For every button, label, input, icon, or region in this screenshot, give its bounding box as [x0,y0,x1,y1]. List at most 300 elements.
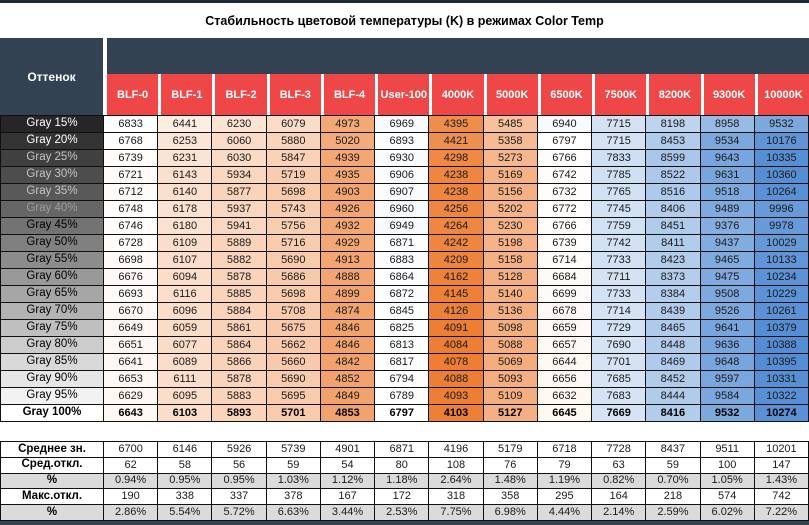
summary-cell: 80 [375,458,429,474]
data-cell: 7759 [592,218,646,235]
data-cell: 5088 [484,337,538,354]
data-cell: 9518 [701,184,755,201]
column-header-user-100: User-100 [378,74,429,115]
data-cell: 4932 [321,218,375,235]
data-cell: 5675 [267,320,321,337]
data-cell: 5109 [484,388,538,405]
data-cell: 9643 [701,150,755,167]
data-cell: 6644 [538,354,592,371]
summary-cell: 5.72% [212,505,266,521]
data-cell: 6656 [538,371,592,388]
data-cell: 10229 [755,286,809,303]
data-cell: 5866 [212,354,266,371]
summary-cell: 742 [755,489,809,505]
row-label: Gray 50% [1,235,104,252]
data-cell: 5847 [267,150,321,167]
data-cell: 5698 [267,286,321,303]
section-gap [0,422,809,441]
row-label: Gray 25% [1,150,104,167]
data-cell: 6797 [375,405,429,422]
data-cell: 6872 [375,286,429,303]
data-cell: 5660 [267,354,321,371]
data-cell: 7785 [592,167,646,184]
data-cell: 4395 [429,116,483,133]
data-cell: 5893 [212,405,266,422]
data-cell: 6676 [104,269,158,286]
data-cell: 6768 [104,133,158,150]
summary-cell: 4196 [429,442,483,458]
data-cell: 9526 [701,303,755,320]
data-cell: 6643 [104,405,158,422]
data-cell: 5716 [267,235,321,252]
data-cell: 4162 [429,269,483,286]
data-cell: 5020 [321,133,375,150]
data-cell: 10388 [755,337,809,354]
row-label: Gray 55% [1,252,104,269]
data-cell: 6060 [212,133,266,150]
summary-cell: 6871 [375,442,429,458]
data-cell: 5202 [484,201,538,218]
header-band [107,38,809,74]
summary-cell: 63 [592,458,646,474]
data-cell: 4846 [321,320,375,337]
data-cell: 9376 [701,218,755,235]
data-cell: 8465 [646,320,700,337]
data-cell: 7742 [592,235,646,252]
summary-cell: 7.75% [429,505,483,521]
row-label: Gray 45% [1,218,104,235]
summary-cell: 100 [701,458,755,474]
row-label: Gray 80% [1,337,104,354]
summary-cell: 6.63% [267,505,321,521]
summary-cell: 295 [538,489,592,505]
row-label: Gray 85% [1,354,104,371]
data-cell: 5358 [484,133,538,150]
corner-header-cell: Оттенок [0,38,103,115]
column-header-10000k: 10000K [758,74,809,115]
row-label: Gray 100% [1,405,104,422]
data-cell: 4091 [429,320,483,337]
column-header-6500k: 6500K [541,74,592,115]
column-header-blf-3: BLF-3 [270,74,321,115]
column-header-8200k: 8200K [649,74,700,115]
data-cell: 6178 [158,201,212,218]
summary-cell: 574 [701,489,755,505]
data-cell: 5093 [484,371,538,388]
column-header-9300k: 9300K [704,74,755,115]
summary-cell: 5926 [212,442,266,458]
data-cell: 9648 [701,354,755,371]
data-cell: 8469 [646,354,700,371]
data-cell: 4842 [321,354,375,371]
data-cell: 6670 [104,303,158,320]
summary-cell: 2.59% [646,505,700,521]
data-cell: 5128 [484,269,538,286]
data-cell: 6797 [538,133,592,150]
data-cell: 6766 [538,150,592,167]
data-cell: 9636 [701,337,755,354]
data-cell: 4126 [429,303,483,320]
row-label: Gray 90% [1,371,104,388]
row-label: Gray 70% [1,303,104,320]
data-cell: 5934 [212,167,266,184]
data-cell: 8451 [646,218,700,235]
data-cell: 9978 [755,218,809,235]
data-cell: 6906 [375,167,429,184]
data-cell: 6817 [375,354,429,371]
data-cell: 6653 [104,371,158,388]
data-cell: 8444 [646,388,700,405]
data-cell: 10264 [755,184,809,201]
summary-cell: 1.12% [321,474,375,490]
row-label: Gray 20% [1,133,104,150]
data-cell: 9534 [701,133,755,150]
data-cell: 10234 [755,269,809,286]
data-cell: 7765 [592,184,646,201]
data-cell: 5885 [212,286,266,303]
data-cell: 6632 [538,388,592,405]
data-cell: 4899 [321,286,375,303]
data-cell: 6684 [538,269,592,286]
summary-cell: 378 [267,489,321,505]
data-cell: 10360 [755,167,809,184]
data-cell: 6140 [158,184,212,201]
data-cell: 5937 [212,201,266,218]
summary-cell: 6.02% [701,505,755,521]
data-cell: 6253 [158,133,212,150]
data-cell: 6030 [212,150,266,167]
row-label: Gray 35% [1,184,104,201]
summary-cell: 6718 [538,442,592,458]
data-cell: 10176 [755,133,809,150]
data-cell: 6441 [158,116,212,133]
data-cell: 6651 [104,337,158,354]
data-cell: 5662 [267,337,321,354]
bottom-strip [0,521,809,525]
data-cell: 5889 [212,235,266,252]
data-cell: 7733 [592,252,646,269]
data-cell: 9475 [701,269,755,286]
row-label: Gray 15% [1,116,104,133]
column-header-4000k: 4000K [432,74,483,115]
data-cell: 6746 [104,218,158,235]
summary-cell: 6700 [104,442,158,458]
data-cell: 6748 [104,201,158,218]
summary-cell: 1.18% [375,474,429,490]
column-header-7500k: 7500K [595,74,646,115]
data-cell: 7729 [592,320,646,337]
data-cell: 6678 [538,303,592,320]
data-cell: 6645 [538,405,592,422]
data-cell: 4853 [321,405,375,422]
data-cell: 9437 [701,235,755,252]
data-cell: 8453 [646,133,700,150]
data-cell: 9465 [701,252,755,269]
data-cell: 5690 [267,371,321,388]
summary-cell: 58 [158,458,212,474]
data-cell: 9489 [701,201,755,218]
summary-cell: 2.14% [592,505,646,521]
data-cell: 4913 [321,252,375,269]
summary-cell: 218 [646,489,700,505]
data-cell: 5169 [484,167,538,184]
data-cell: 7685 [592,371,646,388]
data-cell: 4935 [321,167,375,184]
summary-cell: 0.95% [158,474,212,490]
data-cell: 8373 [646,269,700,286]
summary-cell: 1.05% [701,474,755,490]
summary-cell: 2.86% [104,505,158,521]
summary-cell: 147 [755,458,809,474]
data-cell: 6059 [158,320,212,337]
summary-cell: 4.44% [538,505,592,521]
data-cell: 9532 [701,405,755,422]
summary-cell: 2.53% [375,505,429,521]
summary-cell: 167 [321,489,375,505]
data-cell: 5690 [267,252,321,269]
data-cell: 10335 [755,150,809,167]
data-cell: 6103 [158,405,212,422]
summary-cell: 76 [484,458,538,474]
data-cell: 6871 [375,235,429,252]
data-cell: 4145 [429,286,483,303]
data-cell: 9631 [701,167,755,184]
summary-cell: 164 [592,489,646,505]
data-cell: 6864 [375,269,429,286]
data-cell: 8516 [646,184,700,201]
summary-cell: 10201 [755,442,809,458]
data-cell: 5877 [212,184,266,201]
data-cell: 9996 [755,201,809,218]
data-cell: 6930 [375,150,429,167]
summary-cell: 59 [646,458,700,474]
data-cell: 5882 [212,252,266,269]
data-cell: 4874 [321,303,375,320]
data-cell: 4888 [321,269,375,286]
data-cell: 6766 [538,218,592,235]
column-header-5000k: 5000K [487,74,538,115]
data-cell: 4298 [429,150,483,167]
data-cell: 4103 [429,405,483,422]
data-cell: 5708 [267,303,321,320]
summary-cell: 1.03% [267,474,321,490]
data-cell: 5273 [484,150,538,167]
data-cell: 10331 [755,371,809,388]
data-cell: 7683 [592,388,646,405]
data-cell: 5878 [212,371,266,388]
summary-cell: 3.44% [321,505,375,521]
data-cell: 6230 [212,116,266,133]
summary-cell: 108 [429,458,483,474]
data-cell: 4088 [429,371,483,388]
data-cell: 6079 [267,116,321,133]
data-cell: 8439 [646,303,700,320]
data-cell: 4849 [321,388,375,405]
data-cell: 5158 [484,252,538,269]
row-label: Gray 40% [1,201,104,218]
summary-cell: 56 [212,458,266,474]
data-cell: 5156 [484,184,538,201]
data-cell: 5069 [484,354,538,371]
data-cell: 6949 [375,218,429,235]
summary-cell: 1.19% [538,474,592,490]
column-header-blf-1: BLF-1 [161,74,212,115]
data-cell: 5230 [484,218,538,235]
data-cell: 4238 [429,167,483,184]
data-cell: 6094 [158,269,212,286]
data-cell: 6739 [104,150,158,167]
data-cell: 4238 [429,184,483,201]
summary-label: % [1,505,104,521]
data-cell: 6714 [538,252,592,269]
data-cell: 4929 [321,235,375,252]
data-cell: 8406 [646,201,700,218]
data-cell: 5136 [484,303,538,320]
data-cell: 7715 [592,133,646,150]
title-bar [0,0,809,38]
header-right-region [107,38,809,115]
summary-cell: 5179 [484,442,538,458]
data-cell: 5686 [267,269,321,286]
data-cell: 7733 [592,286,646,303]
data-cell: 6111 [158,371,212,388]
data-cell: 6772 [538,201,592,218]
data-cell: 4973 [321,116,375,133]
summary-label: Макс.откл. [1,489,104,505]
data-cell: 6794 [375,371,429,388]
data-cell: 10379 [755,320,809,337]
data-cell: 7711 [592,269,646,286]
data-cell: 9532 [755,116,809,133]
data-grid [0,115,809,422]
data-cell: 7701 [592,354,646,371]
data-cell: 6096 [158,303,212,320]
data-cell: 4078 [429,354,483,371]
row-label: Gray 60% [1,269,104,286]
data-cell: 6095 [158,388,212,405]
summary-label: % [1,474,104,490]
data-cell: 5127 [484,405,538,422]
data-cell: 7833 [592,150,646,167]
summary-cell: 9511 [701,442,755,458]
summary-cell: 6146 [158,442,212,458]
summary-cell: 8437 [646,442,700,458]
data-cell: 6231 [158,150,212,167]
row-label: Gray 65% [1,286,104,303]
data-cell: 10395 [755,354,809,371]
data-cell: 4903 [321,184,375,201]
data-cell: 6641 [104,354,158,371]
data-cell: 8958 [701,116,755,133]
data-cell: 6907 [375,184,429,201]
column-header-blf-4: BLF-4 [324,74,375,115]
summary-cell: 54 [321,458,375,474]
data-cell: 6789 [375,388,429,405]
summary-cell: 5.54% [158,505,212,521]
row-label: Gray 75% [1,320,104,337]
summary-grid [0,441,809,521]
data-cell: 8448 [646,337,700,354]
page-title: Стабильность цветовой температуры (K) в режимах Color Temp [205,13,604,28]
data-cell: 6712 [104,184,158,201]
summary-cell: 1.48% [484,474,538,490]
data-cell: 10029 [755,235,809,252]
data-cell: 5743 [267,201,321,218]
summary-cell: 2.64% [429,474,483,490]
summary-cell: 7728 [592,442,646,458]
data-cell: 9597 [701,371,755,388]
summary-label: Сред.откл. [1,458,104,474]
column-headers-row [107,74,809,115]
summary-cell: 1.43% [755,474,809,490]
data-cell: 6180 [158,218,212,235]
data-cell: 5140 [484,286,538,303]
data-cell: 4264 [429,218,483,235]
summary-cell: 0.94% [104,474,158,490]
summary-cell: 4901 [321,442,375,458]
data-cell: 10261 [755,303,809,320]
data-cell: 5861 [212,320,266,337]
data-cell: 6833 [104,116,158,133]
data-cell: 6883 [375,252,429,269]
data-cell: 4939 [321,150,375,167]
data-cell: 6742 [538,167,592,184]
data-cell: 8522 [646,167,700,184]
data-cell: 5485 [484,116,538,133]
summary-label: Среднее зн. [1,442,104,458]
data-cell: 4093 [429,388,483,405]
data-cell: 5198 [484,235,538,252]
data-cell: 5880 [267,133,321,150]
data-cell: 6698 [104,252,158,269]
summary-cell: 7.22% [755,505,809,521]
data-cell: 5698 [267,184,321,201]
data-cell: 6721 [104,167,158,184]
data-cell: 4846 [321,337,375,354]
data-cell: 6893 [375,133,429,150]
data-cell: 9641 [701,320,755,337]
data-cell: 6845 [375,303,429,320]
data-cell: 8452 [646,371,700,388]
summary-cell: 318 [429,489,483,505]
summary-cell: 337 [212,489,266,505]
data-cell: 6825 [375,320,429,337]
data-cell: 9584 [701,388,755,405]
data-cell: 4256 [429,201,483,218]
data-cell: 9508 [701,286,755,303]
data-cell: 6649 [104,320,158,337]
data-cell: 6089 [158,354,212,371]
data-cell: 6940 [538,116,592,133]
data-cell: 6693 [104,286,158,303]
column-header-blf-0: BLF-0 [107,74,158,115]
data-cell: 5098 [484,320,538,337]
data-cell: 8411 [646,235,700,252]
data-cell: 7669 [592,405,646,422]
data-cell: 5878 [212,269,266,286]
data-cell: 4209 [429,252,483,269]
data-cell: 7745 [592,201,646,218]
data-cell: 8384 [646,286,700,303]
data-cell: 6107 [158,252,212,269]
data-cell: 4421 [429,133,483,150]
summary-cell: 0.82% [592,474,646,490]
data-cell: 5883 [212,388,266,405]
data-cell: 10322 [755,388,809,405]
data-cell: 7714 [592,303,646,320]
data-cell: 5719 [267,167,321,184]
data-cell: 10133 [755,252,809,269]
